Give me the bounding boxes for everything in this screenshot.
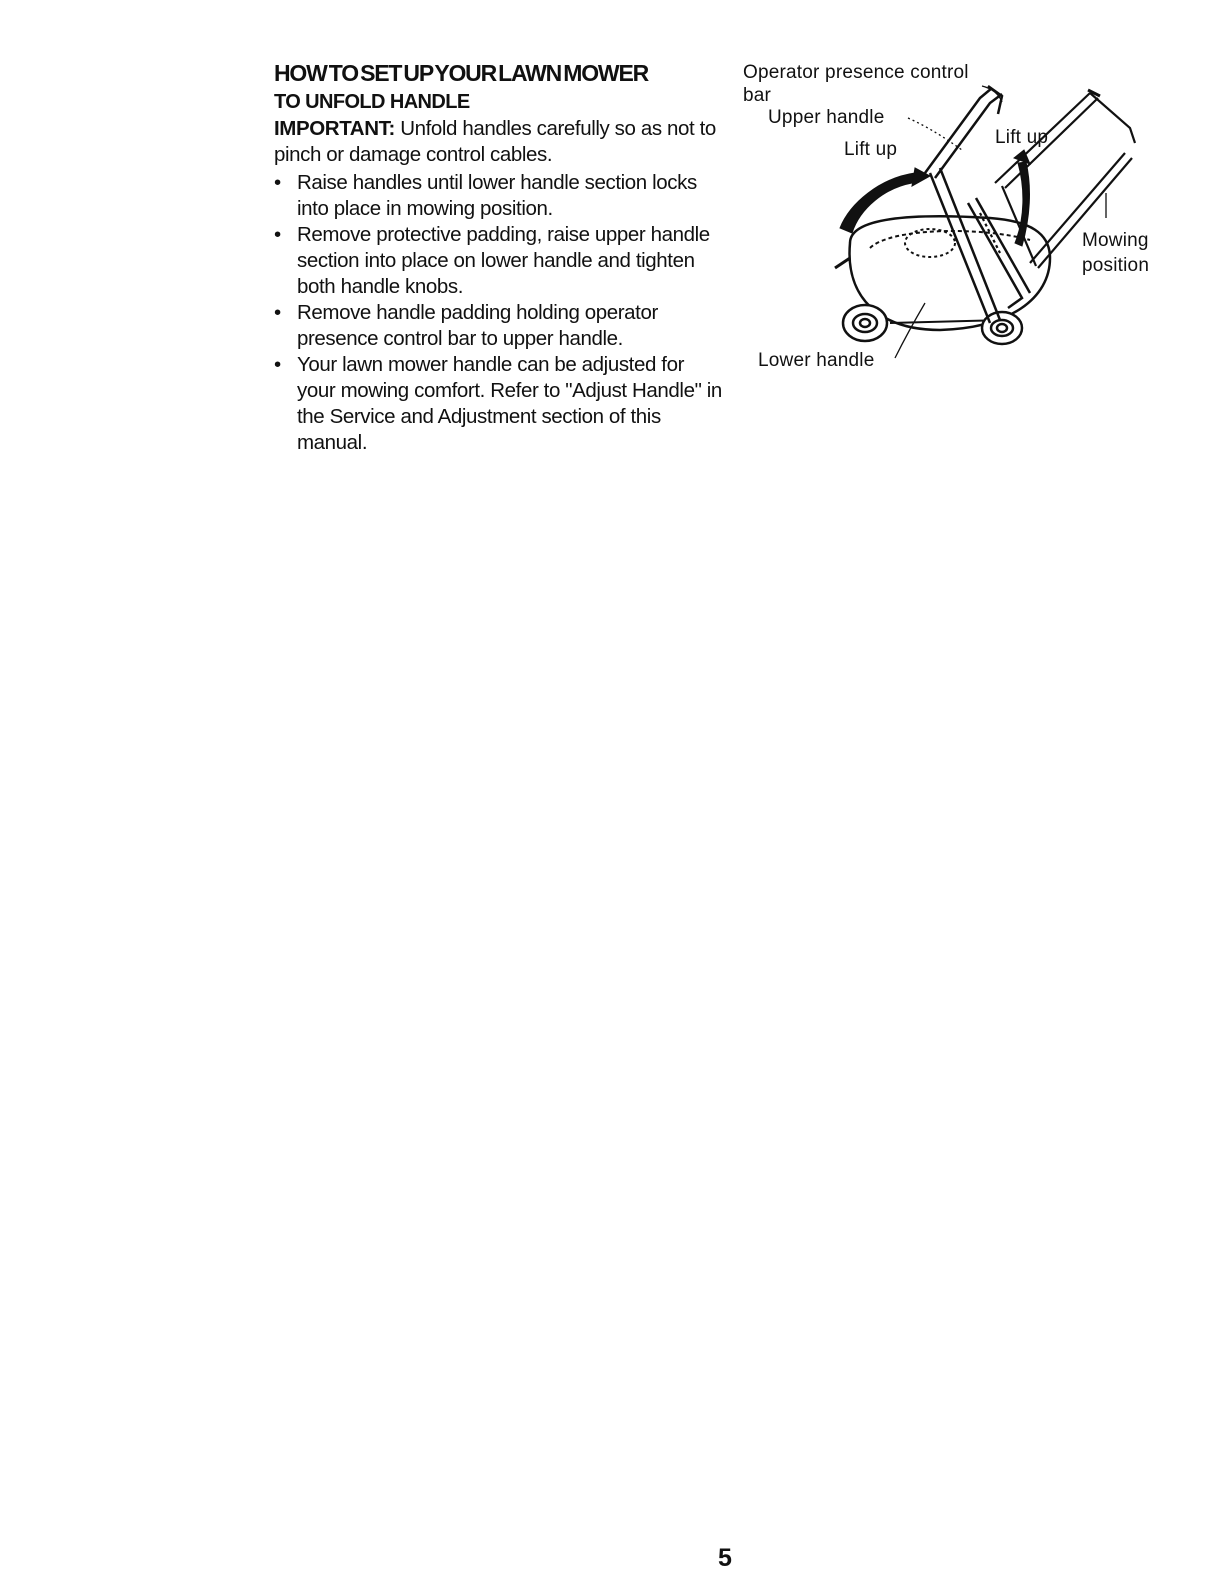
lawn-mower-figure <box>740 58 1180 388</box>
important-text: Unfold handles carefully so as not to pinch or damage control cables. <box>274 117 716 166</box>
bullet: • <box>274 171 281 194</box>
label-lift-up-right: Lift up <box>995 127 1049 148</box>
page-number: 5 <box>718 1544 732 1572</box>
label-lower-handle: Lower handle <box>758 350 875 371</box>
lift-arrows <box>840 150 1030 246</box>
bullet: • <box>274 223 281 246</box>
label-position: position <box>1082 255 1150 276</box>
step-text: Raise handles until lower handle section locks into place in mowing position. <box>297 171 697 220</box>
upper-handle-folded <box>925 86 1002 178</box>
label-mowing: Mowing <box>1082 230 1149 251</box>
label-upper-handle: Upper handle <box>768 107 885 128</box>
steps-list <box>274 170 724 456</box>
important-note <box>274 116 724 168</box>
step-item <box>274 222 724 300</box>
step-text: Remove handle padding holding operator presence control bar to upper handle. <box>297 301 658 350</box>
label-lift-up-left: Lift up <box>844 139 898 160</box>
step-item <box>274 170 724 222</box>
label-operator-bar-cont: bar <box>743 85 772 106</box>
label-operator-bar: Operator presence control <box>743 62 969 83</box>
step-text: Remove protective padding, raise upper handle section into place on lower handle and tighten both handle knobs. <box>297 223 710 298</box>
bullet: • <box>274 353 281 376</box>
section-heading: HOW TO SET UP YOUR LAWN MOWER <box>274 60 648 86</box>
lower-handle <box>930 168 1030 323</box>
instructions-column <box>274 58 724 456</box>
important-label: IMPORTANT: <box>274 117 395 140</box>
step-item <box>274 352 724 456</box>
step-item <box>274 300 724 352</box>
step-text: Your lawn mower handle can be adjusted for your mowing comfort. Refer to "Adjust Handle" in the Service and Adjustment section of this manual. <box>297 353 722 454</box>
subsection-heading: TO UNFOLD HANDLE <box>274 91 470 113</box>
bullet: • <box>274 301 281 324</box>
